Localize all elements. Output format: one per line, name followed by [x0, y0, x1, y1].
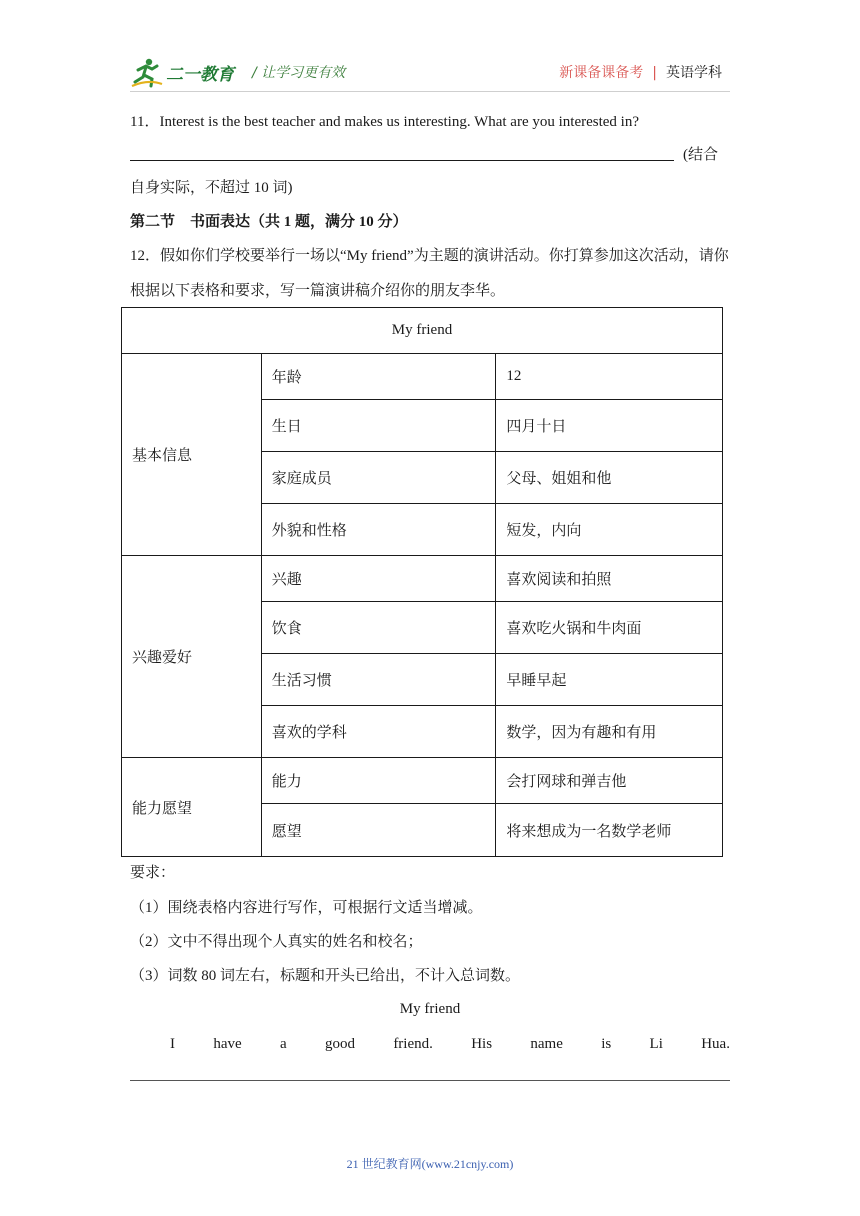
site-logo: [130, 57, 242, 89]
header-subject: 英语学科: [666, 65, 722, 81]
question-12-line-1: 12．假如你们学校要举行一场以“My friend”为主题的演讲活动。你打算参加这次活动，请你: [130, 248, 729, 264]
table-row: [122, 354, 723, 400]
table-row: [122, 556, 723, 602]
table-category-hobbies: 兴趣爱好: [122, 556, 262, 758]
page-footer: 21 世纪教育网(www.21cnjy.com): [346, 1157, 514, 1171]
table-value: 早睡早起: [496, 654, 723, 706]
table-item: 喜欢的学科: [261, 706, 496, 758]
table-item: 兴趣: [261, 556, 496, 602]
table-value: 将来想成为一名数学老师: [496, 804, 723, 857]
table-item: 年龄: [261, 354, 496, 400]
essay-word: friend.: [393, 1036, 433, 1052]
essay-word: His: [471, 1036, 493, 1052]
header-right: [559, 62, 722, 82]
logo-text: 二一教育: [166, 65, 234, 85]
table-value: 喜欢阅读和拍照: [496, 556, 723, 602]
table-value: 数学，因为有趣和有用: [496, 706, 723, 758]
runner-icon: [132, 59, 162, 86]
requirements-heading: 要求：: [130, 865, 176, 881]
table-row: [122, 758, 723, 804]
table-value: 四月十日: [496, 400, 723, 452]
essay-word: Hua.: [701, 1036, 730, 1052]
essay-word: name: [530, 1036, 563, 1052]
table-item: 饮食: [261, 602, 496, 654]
table-value: 喜欢吃火锅和牛肉面: [496, 602, 723, 654]
essay-word: Li: [649, 1036, 663, 1052]
essay-word: have: [213, 1036, 242, 1052]
table-value: 父母、姐姐和他: [496, 452, 723, 504]
table-value: 短发，内向: [496, 504, 723, 556]
slogan: / 让学习更有效: [252, 65, 346, 81]
header-separator: |: [652, 65, 657, 81]
table-item: 能力: [261, 758, 496, 804]
header-tagline: 新课备课备考: [559, 65, 644, 81]
section-heading: 第二节 书面表达（共 1 题，满分 10 分）: [130, 214, 408, 230]
table-category-ability: 能力愿望: [122, 758, 262, 857]
table-category-basic: 基本信息: [122, 354, 262, 556]
question-11-answer-blank[interactable]: [130, 146, 674, 161]
essay-title: My friend: [399, 1001, 461, 1017]
essay-word: a: [279, 1036, 287, 1052]
question-11-text: 11．Interest is the best teacher and makes us interesting. What are you interested in?: [130, 114, 639, 130]
friend-info-table: [121, 307, 723, 857]
essay-word: good: [324, 1036, 355, 1052]
table-value: 12: [496, 354, 723, 400]
requirement-item: （1）围绕表格内容进行写作，可根据行文适当增减。: [130, 900, 483, 916]
question-12-line-2: 根据以下表格和要求，写一篇演讲稿介绍你的朋友李华。: [130, 283, 506, 299]
table-item: 愿望: [261, 804, 496, 857]
requirement-item: （3）词数 80 词左右，标题和开头已给出，不计入总词数。: [130, 968, 521, 984]
header-divider: [130, 91, 730, 92]
question-11-hint-cont: 自身实际，不超过 10 词): [130, 180, 293, 196]
table-title-row: [122, 308, 723, 354]
table-item: 外貌和性格: [261, 504, 496, 556]
question-11-hint: (结合: [683, 147, 718, 163]
table-value: 会打网球和弹吉他: [496, 758, 723, 804]
table-title: My friend: [122, 308, 723, 354]
essay-answer-line[interactable]: [130, 1080, 730, 1081]
table-item: 生活习惯: [261, 654, 496, 706]
essay-word: I: [170, 1036, 175, 1052]
requirement-item: （2）文中不得出现个人真实的姓名和校名；: [130, 934, 423, 950]
table-item: 生日: [261, 400, 496, 452]
essay-opening: [170, 1034, 730, 1054]
table-item: 家庭成员: [261, 452, 496, 504]
essay-word: is: [601, 1036, 612, 1052]
